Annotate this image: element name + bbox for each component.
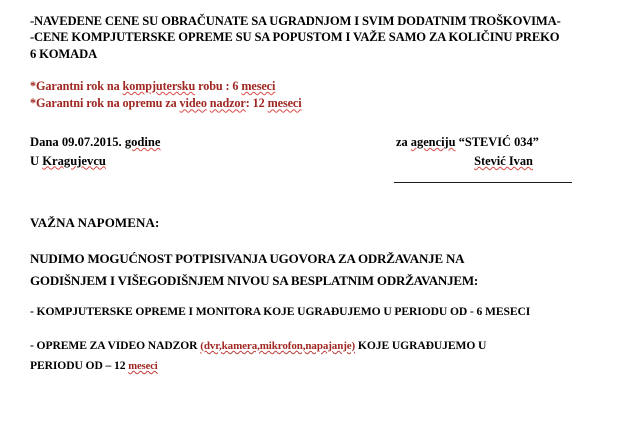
signature-rule: [394, 182, 572, 183]
maintenance-bullet-2-line-2-misspelled: meseci: [128, 361, 158, 372]
agency-label: [394, 133, 609, 152]
warranty-line-2-misspelled-a: video: [179, 96, 207, 111]
warranty-line-1-misspelled-b: meseci: [241, 78, 276, 93]
warranty-line-2-misspelled-b: nadzor: [209, 96, 246, 111]
header-notes: [30, 13, 615, 62]
signature-row: [30, 133, 615, 195]
maintenance-bullet-2-prefix: - OPREME ZA VIDEO NADZOR: [30, 339, 201, 352]
warranty-line-2: [30, 95, 615, 113]
offer-line-2: GODIŠNJEM I VIŠEGODIŠNJEM NIVOU SA BESPLATNIM ODRŽAVANJEM:: [30, 273, 479, 288]
document-date-misspelled: godine: [124, 135, 161, 149]
warranty-block: [30, 78, 615, 113]
maintenance-bullet-2-mid: KOJE UGRAĐUJEMO U: [355, 339, 487, 352]
agency-label-misspelled: agenciju: [410, 135, 456, 149]
agency-signature-block: [394, 133, 609, 171]
maintenance-bullet-2-line-1: [30, 336, 620, 356]
agency-label-name: “STEVIĆ 034”: [455, 135, 539, 149]
warranty-line-2-misspelled-c: meseci: [267, 96, 302, 111]
header-note-line-1: -NAVEDENE CENE SU OBRAČUNATE SA UGRADNJOM I SVIM DODATNIM TROŠKOVIMA-: [30, 14, 561, 28]
maintenance-bullet-2-parenthetical: (dvr,kamera,mikrofon,napajanje): [200, 340, 356, 352]
maintenance-bullet-2-line-2-prefix: PERIODU OD – 12: [30, 359, 129, 372]
header-note-line-2: -CENE KOMPJUTERSKE OPREME SU SA POPUSTOM I VAŽE SAMO ZA KOLIČINU PREKO: [30, 30, 560, 45]
maintenance-bullet-1: - KOMPJUTERSKE OPREME I MONITORA KOJE UGRAĐUJEMO U PERIODU OD - 6 MESECI: [30, 305, 531, 318]
maintenance-bullet-2-line-2: [30, 356, 620, 377]
warranty-line-1-mid: robu : 6: [195, 78, 242, 93]
document-date-prefix: Dana 09.07.2015.: [30, 135, 125, 149]
warranty-line-2-suffix: : 12: [245, 96, 268, 111]
signatory-name-text: Stević Ivan: [474, 154, 533, 168]
important-note-title: VAŽNA NAPOMENA:: [30, 215, 160, 230]
offer-line-1: NUDIMO MOGUĆNOST POTPISIVANJA UGOVORA ZA ODRŽAVANJE NA: [30, 251, 465, 266]
header-notes-block: [30, 13, 615, 113]
document-date: [30, 133, 161, 152]
offer-paragraph: [30, 248, 620, 292]
agency-label-prefix: za: [396, 135, 411, 149]
document-city-prefix: U: [30, 153, 43, 168]
warranty-line-1-prefix: *Garantni rok na: [30, 78, 123, 93]
warranty-line-1-misspelled-a: kompjutersku: [122, 78, 196, 93]
date-place-block: [30, 133, 161, 170]
document-city: [30, 152, 161, 171]
warranty-line-1: [30, 78, 615, 96]
maintenance-bullet-2: [30, 336, 620, 377]
document-city-misspelled: Kragujevcu: [42, 153, 106, 168]
signatory-name: [394, 152, 609, 171]
warranty-line-2-prefix: *Garantni rok na opremu za: [30, 96, 180, 111]
header-note-line-3: 6 KOMADA: [30, 46, 98, 61]
